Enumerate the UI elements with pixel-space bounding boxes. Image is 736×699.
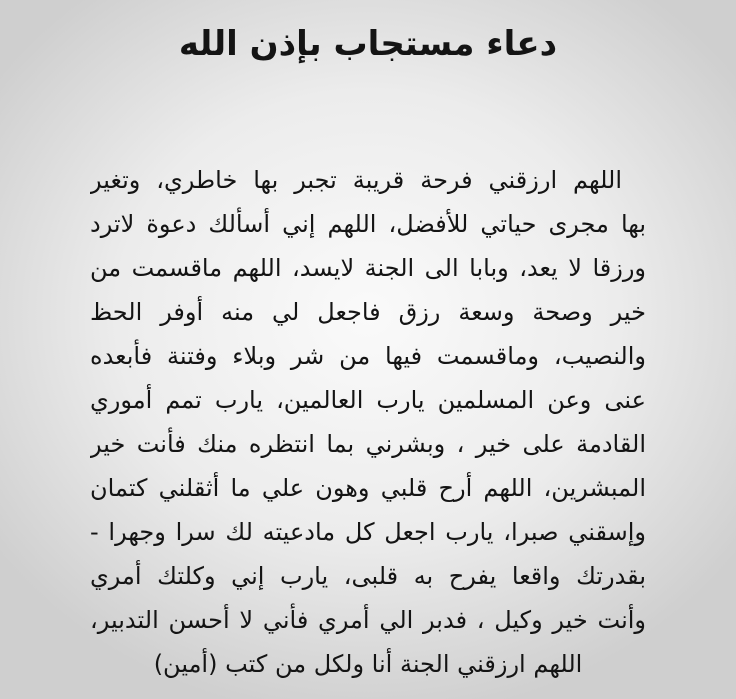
prayer-line: وأنت خير وكيل ، فدبر الي أمري فأني لا أحسن التدبير،: [90, 606, 646, 634]
prayer-line: بقدرتك واقعا يفرح به قلبى، يارب إني وكلتك أمري: [90, 562, 646, 590]
prayer-text-block: [90, 158, 646, 686]
prayer-line-last: اللهم ارزقني الجنة أنا ولكل من كتب (أمين): [153, 650, 583, 678]
prayer-line: المبشرين، اللهم أرح قلبي وهون علي ما أثقلني كتمان: [90, 474, 646, 502]
prayer-line: بها مجرى حياتي للأفضل، اللهم إني أسألك دعوة لاترد: [90, 210, 646, 238]
prayer-line: وإسقني صبرا، يارب اجعل كل مادعيته لك سرا وجهرا -: [90, 518, 646, 546]
prayer-line: اللهم ارزقني فرحة قريبة تجبر بها خاطري، وتغير: [90, 166, 622, 194]
page-title: دعاء مستجاب بإذن الله: [178, 24, 558, 64]
prayer-line: خير وصحة وسعة رزق فاجعل لي منه أوفر الحظ: [90, 298, 646, 326]
prayer-line: ورزقا لا يعد، وبابا الى الجنة لايسد، اللهم ماقسمت من: [90, 254, 646, 282]
prayer-line: القادمة على خير ، وبشرني بما انتظره منك فأنت خير: [90, 430, 646, 458]
prayer-line: والنصيب، وماقسمت فيها من شر وبلاء وفتنة فأبعده: [90, 342, 646, 370]
prayer-line: عنى وعن المسلمين يارب العالمين، يارب تمم أموري: [90, 386, 646, 414]
